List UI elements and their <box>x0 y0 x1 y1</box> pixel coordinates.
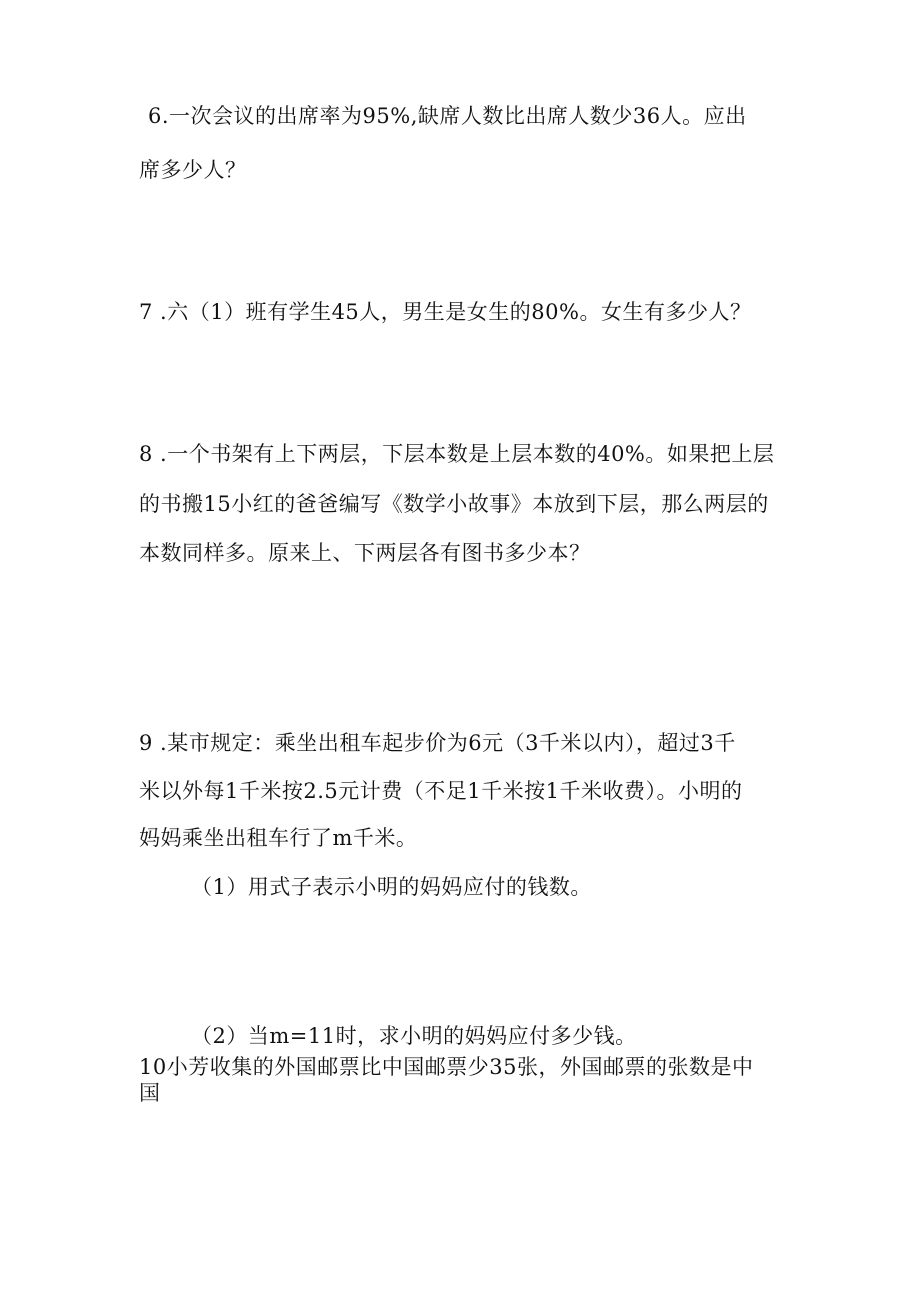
question-9-line-2: 米以外每1千米按2.5元计费（不足1千米按1千米收费）。小明的 <box>139 779 743 803</box>
question-6-line-1: 6.一次会议的出席率为95%,缺席人数比出席人数少36人。应出 <box>148 104 747 128</box>
question-7-line-1: 7 .六（1）班有学生45人，男生是女生的80%。女生有多少人？ <box>139 300 752 324</box>
question-8-line-3: 本数同样多。原来上、下两层各有图书多少本？ <box>139 541 591 565</box>
question-8-line-2: 的书搬15小红的爸爸编写《数学小故事》本放到下层，那么两层的 <box>139 492 769 516</box>
question-9-line-3: 妈妈乘坐出租车行了m千米。 <box>139 826 418 850</box>
question-10-line-2: 国 <box>139 1081 161 1105</box>
question-9-sub-1: （1）用式子表示小明的妈妈应付的钱数。 <box>191 875 592 899</box>
question-9-sub-2: （2）当m=11时，求小明的妈妈应付多少钱。 <box>191 1024 637 1048</box>
question-8-line-1: 8 .一个书架有上下两层，下层本数是上层本数的40%。如果把上层 <box>139 442 775 466</box>
question-9-line-1: 9 .某市规定：乘坐出租车起步价为6元（3千米以内），超过3千 <box>139 731 736 755</box>
question-10-line-1: 10小芳收集的外国邮票比中国邮票少35张，外国邮票的张数是中 <box>139 1055 754 1079</box>
question-6-line-2: 席多少人？ <box>139 158 247 182</box>
